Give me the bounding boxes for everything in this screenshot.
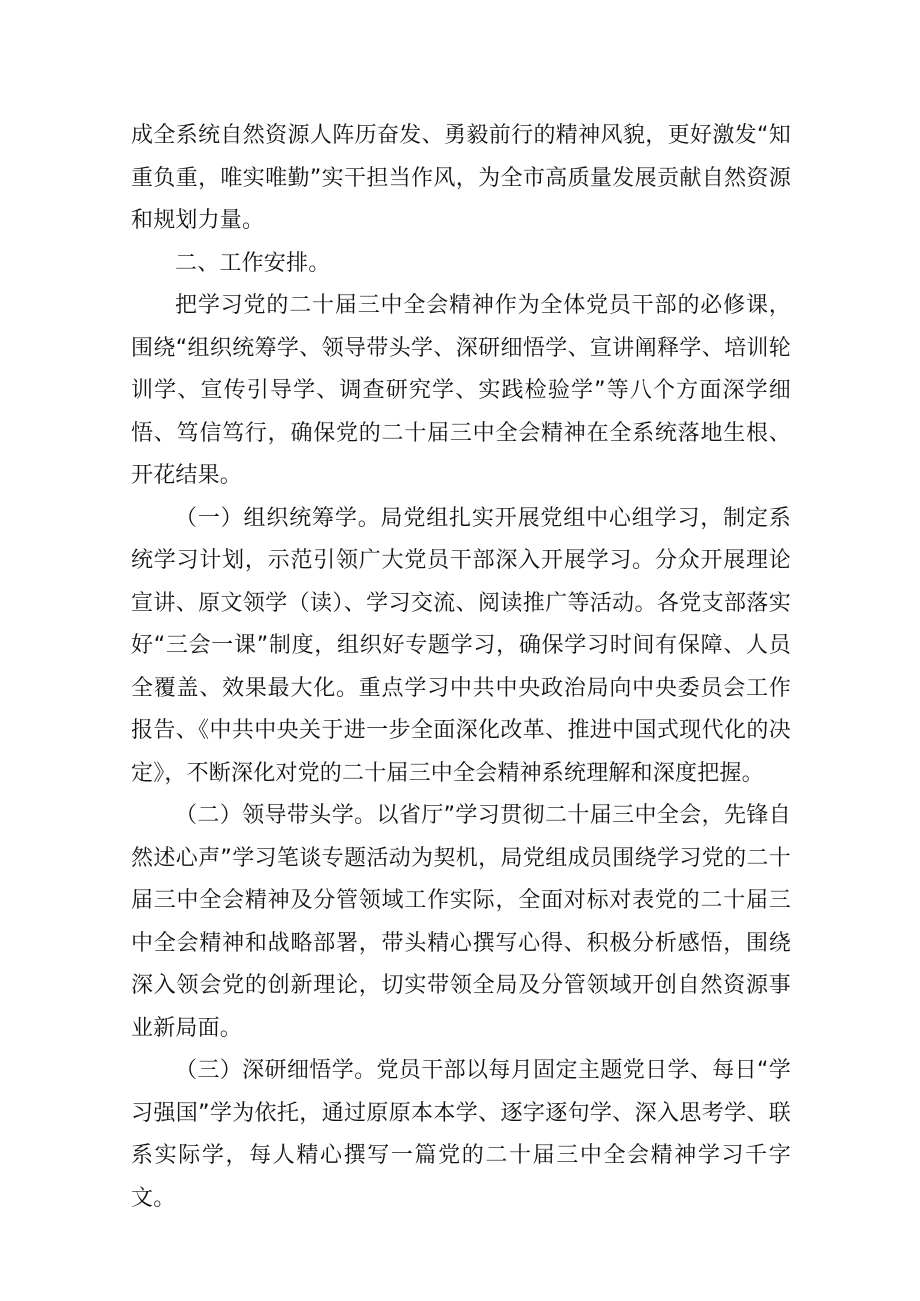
paragraph-item-organize-study: （一）组织统筹学。局党组扎实开展党组中心组学习，制定系统学习计划，示范引领广大党员干部深入开展学习。分众开展理论宣讲、原文领学（读）、学习交流、阅读推广等活动。各党支部落实好“三会一课”制度，组织好专题学习，确保学习时间有保障、人员全覆盖、效果最大化。重点学习中共中央政治局向中央委员会工作报告、《中共中央关于进一步全面深化改革、推进中国式现代化的决定》，不断深化对党的二十届三中全会精神系统理解和深度把握。 [131,505,791,786]
document-body [131,115,791,1220]
paragraph-item-deep-study: （三）深研细悟学。党员干部以每月固定主题党日学、每日“学习强国”学为依托，通过原原本本学、逐字逐句学、深入思考学、联系实际学，每人精心撰写一篇党的二十届三中全会精神学习千字文。 [131,1058,791,1211]
paragraph-item-leaders-study: （二）领导带头学。以省厅”学习贯彻二十届三中全会，先锋自然述心声”学习笔谈专题活动为契机，局党组成员围绕学习党的二十届三中全会精神及分管领域工作实际，全面对标对表党的二十届三中全会精神和战略部署，带头精心撰写心得、积极分析感悟，围绕深入领会党的创新理论，切实带领全局及分管领域开创自然资源事业新局面。 [131,803,791,1041]
paragraph-continuation: 成全系统自然资源人阵历奋发、勇毅前行的精神风貌，更好激发“知重负重，唯实唯勤”实干担当作风，为全市高质量发展贡献自然资源和规划力量。 [131,123,791,233]
paragraph-intro: 把学习党的二十届三中全会精神作为全体党员干部的必修课，围绕“组织统筹学、领导带头学、深研细悟学、宣讲阐释学、培训轮训学、宣传引导学、调查研究学、实践检验学”等八个方面深学细悟、笃信笃行，确保党的二十届三中全会精神在全系统落地生根、开花结果。 [131,293,791,488]
section-heading-work-arrangement: 二、工作安排。 [175,250,331,276]
